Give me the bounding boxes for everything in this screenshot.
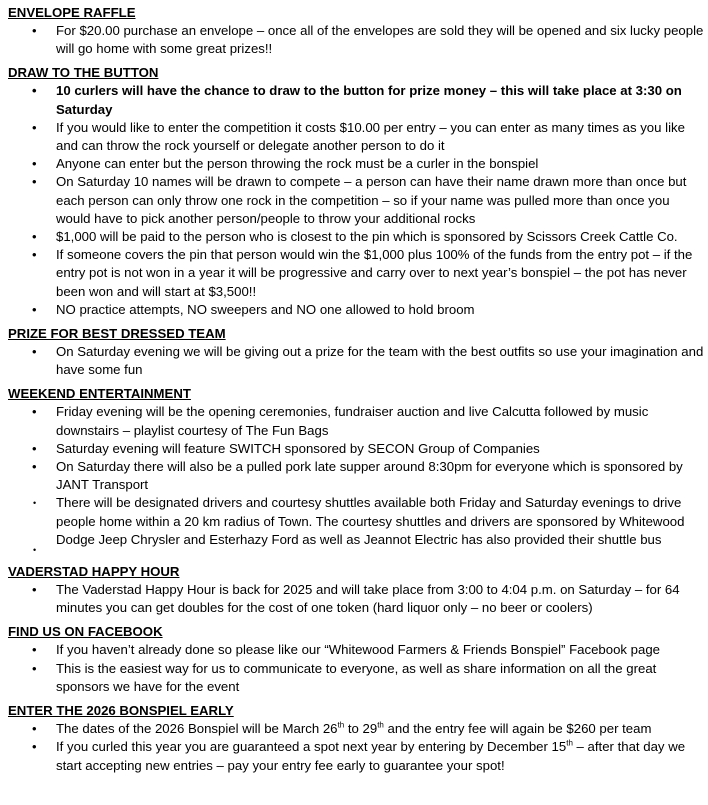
section-find-us-on-facebook	[8, 623, 704, 696]
list-item: • For $20.00 purchase an envelope – once all of the envelopes are sold they will be opened and six lucky people will go home with some great prizes!!	[8, 22, 704, 58]
list-item: • There will be designated drivers and courtesy shuttles available both Friday and Saturday evenings to drive people home within a 20 km radius of Town. The courtesy shuttles and drivers are sponsored by Whitewood Dodge Jeep Chrysler and Esterhazy Ford as well as Jeannot Electric has also provided their shuttle bus	[8, 494, 704, 549]
item-text: – after that day we start accepting new entries – pay your entry fee early to guarantee your spot!	[56, 739, 686, 773]
list-item	[8, 720, 704, 738]
item-text: and the entry fee will again be $260 per team	[383, 721, 652, 737]
section-vaderstad-happy-hour	[8, 563, 704, 617]
list-item: • The Vaderstad Happy Hour is back for 2025 and will take place from 3:00 to 4:04 p.m. on Saturday – for 64 minutes you can get doubles for the cost of one token (hard liquor only – no beer or coolers)	[8, 581, 704, 617]
list-item: • This is the easiest way for us to communicate to everyone, as well as share information on all the great sponsors we have for the event	[8, 660, 704, 696]
item-text: If you curled this year you are guaranteed a spot next year by entering by December 15	[56, 739, 567, 755]
list-item: • On Saturday there will also be a pulled pork late supper around 8:30pm for everyone which is sponsored by JANT Transport	[8, 458, 704, 494]
section-weekend-entertainment	[8, 385, 704, 557]
list-item: • Friday evening will be the opening ceremonies, fundraiser auction and live Calcutta followed by music downstairs – playlist courtesy of The Fun Bags	[8, 403, 704, 439]
bullet-list	[8, 403, 704, 557]
section-heading: ENTER THE 2026 BONSPIEL EARLY	[8, 703, 234, 719]
section-enter-2026-bonspiel-early	[8, 702, 704, 775]
list-item: • On Saturday 10 names will be drawn to compete – a person can have their name drawn more than once but each person can only throw one rock in the competition – so if your name was pulled more than once you would have to pick another person/people to throw your additional rocks	[8, 173, 704, 228]
list-item: • If you haven’t already done so please like our “Whitewood Farmers & Friends Bonspiel” Facebook page	[8, 641, 704, 659]
section-draw-to-the-button	[8, 64, 704, 319]
list-item: • If someone covers the pin that person would win the $1,000 plus 100% of the funds from the entry pot – if the entry pot is not won in a year it will be progressive and carry over to next year’s bonspiel – the pot has never been won and will start at $3,500!!	[8, 246, 704, 301]
section-best-dressed-team	[8, 325, 704, 379]
list-item	[8, 738, 704, 774]
list-item: • Anyone can enter but the person throwing the rock must be a curler in the bonspiel	[8, 155, 704, 173]
item-text: The dates of the 2026 Bonspiel will be March 26	[56, 721, 338, 737]
section-heading: ENVELOPE RAFFLE	[8, 5, 136, 20]
section-envelope-raffle	[8, 4, 704, 58]
item-text: to 29	[344, 721, 378, 737]
list-item: • 10 curlers will have the chance to draw to the button for prize money – this will take place at 3:30 on Saturday	[8, 82, 704, 118]
list-item: • NO practice attempts, NO sweepers and NO one allowed to hold broom	[8, 301, 704, 319]
bullet-list	[8, 22, 704, 58]
bullet-list	[8, 720, 704, 775]
bullet-list	[8, 82, 704, 319]
empty-list-item	[8, 549, 704, 557]
list-item: • Saturday evening will feature SWITCH sponsored by SECON Group of Companies	[8, 440, 704, 458]
bullet-list	[8, 343, 704, 379]
list-item: • On Saturday evening we will be giving out a prize for the team with the best outfits so use your imagination and have some fun	[8, 343, 704, 379]
bullet-list	[8, 581, 704, 617]
ordinal-suffix: th	[566, 738, 573, 748]
section-heading: WEEKEND ENTERTAINMENT	[8, 386, 191, 402]
section-heading: FIND US ON FACEBOOK	[8, 624, 163, 640]
section-heading: VADERSTAD HAPPY HOUR	[8, 564, 180, 580]
section-heading: DRAW TO THE BUTTON	[8, 65, 159, 81]
list-item: • If you would like to enter the competition it costs $10.00 per entry – you can enter as many times as you like and can throw the rock yourself or delegate another person to do it	[8, 119, 704, 155]
section-heading: PRIZE FOR BEST DRESSED TEAM	[8, 326, 226, 342]
ordinal-suffix: th	[377, 720, 384, 730]
list-item: • $1,000 will be paid to the person who is closest to the pin which is sponsored by Scissors Creek Cattle Co.	[8, 228, 704, 246]
bullet-list	[8, 641, 704, 696]
ordinal-suffix: th	[337, 720, 345, 730]
